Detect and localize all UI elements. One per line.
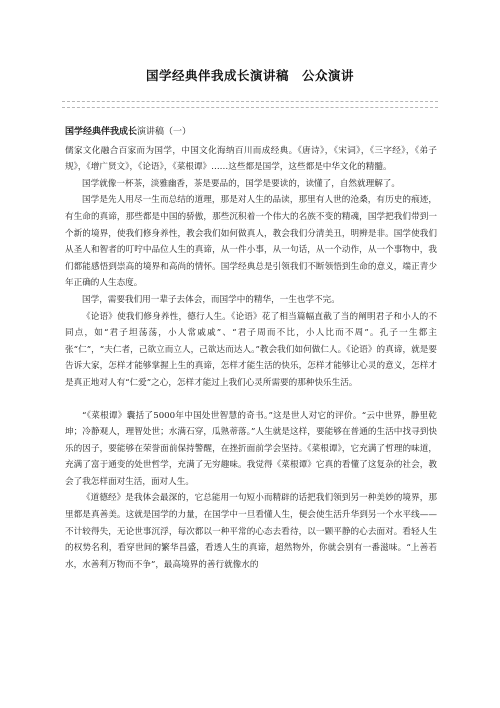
article-subtitle bbox=[65, 124, 437, 141]
divider-line bbox=[62, 107, 438, 108]
paragraph: 国学，需要我们用一辈子去体会，而国学中的精华，一生也学不完。 bbox=[82, 294, 340, 305]
subtitle-bold: 国学经典伴我成长 bbox=[65, 127, 138, 137]
paragraph: 儒家文化融合百家而为国学，中国文化海纳百川而成经典。《唐诗》，《宋词》，《三字经》，《弟子规》，《增广贤文》，《论语》，《菜根谭》……这些都是国学，这些都是中华文化的精髓。 bbox=[65, 145, 437, 173]
paragraph: 《道德经》是我体会最深的，它总能用一句短小而精辟的话把我们领到另一种美妙的境界，那里都是真善美。这就是国学的力量，在国学中一旦看懂人生，便会使生活升华到另一个水平线——不计较得失，无论世事沉浮，每次都以一种平常的心态去看待，以一颗平静的心去面对。看轻人生的权势名利，看穿世间的繁华昌盛，看透人生的真谛，超然物外，你就会别有一番滋味。“上善若水，水善利万物而不争”，最高境界的善行就像水的 bbox=[65, 493, 437, 570]
paragraph: 《论语》使我们修身养性，德行人生。《论语》花了相当篇幅直截了当的阐明君子和小人的不同点，如“君子坦荡荡，小人常戚戚”、“君子周而不比，小人比而不周”。孔子一生都主张“仁”，“夫仁者，己欲立而立人，己欲达而达人。”教会我们如何做仁人。《论语》的真谛，就是要告诉大家，怎样才能够掌握上生的真谛，怎样才能生活的快乐，怎样才能够让心灵的意义，怎样才是真正地对人有“仁爱”之心，怎样才能过上我们心灵所需要的那种快乐生活。 bbox=[65, 311, 437, 388]
subtitle-rest: 演讲稿（一） bbox=[137, 127, 192, 137]
divider-line bbox=[62, 101, 438, 102]
page-title: 国学经典伴我成长演讲稿 公众演讲 bbox=[145, 68, 354, 83]
paragraph: “《菜根谭》囊括了5000年中国处世智慧的奇书。”这是世人对它的评价。“云中世界，静里乾坤；冷静观人，理智处世；水满石穿，瓜熟蒂落。”人生就是这样，要能够在普通的生活中找寻到快乐的因子，要能够在荣誉面前保持警醒，在挫折面前学会坚持。《菜根谭》，它充满了哲理的味道，充满了富于通变的处世哲学，充满了无穷趣味。我觉得《菜根谭》它真的看懂了这复杂的社会，教会了我怎样面对生活，面对人生。 bbox=[65, 410, 437, 487]
paragraph: 国学是先人用尽一生而总结的道理，那是对人生的品读，那里有人世的沧桑，有历史的痕迹，有生命的真谛，那些都是中国的骄傲，那些沉积着一个伟大的名族不变的精魂，国学把我们带到一个新的境界，使我们修身养性，教会我们如何做真人，教会我们分清美丑，明辨是非。国学使我们从圣人和智者的叮咛中品位人生的真谛，从一件小事，从一句话，从一个动作，从一个事物中，我们都能感悟到崇高的境界和高尚的情怀。国学经典总是引领我们不断领悟到生命的意义，端正青少年正确的人生态度。 bbox=[65, 195, 437, 289]
article-body bbox=[65, 124, 437, 573]
paragraph: 国学就像一杯茶，淡雅幽香，茶是要品的，国学是要读的，读懂了，自然就理解了。 bbox=[82, 178, 400, 189]
